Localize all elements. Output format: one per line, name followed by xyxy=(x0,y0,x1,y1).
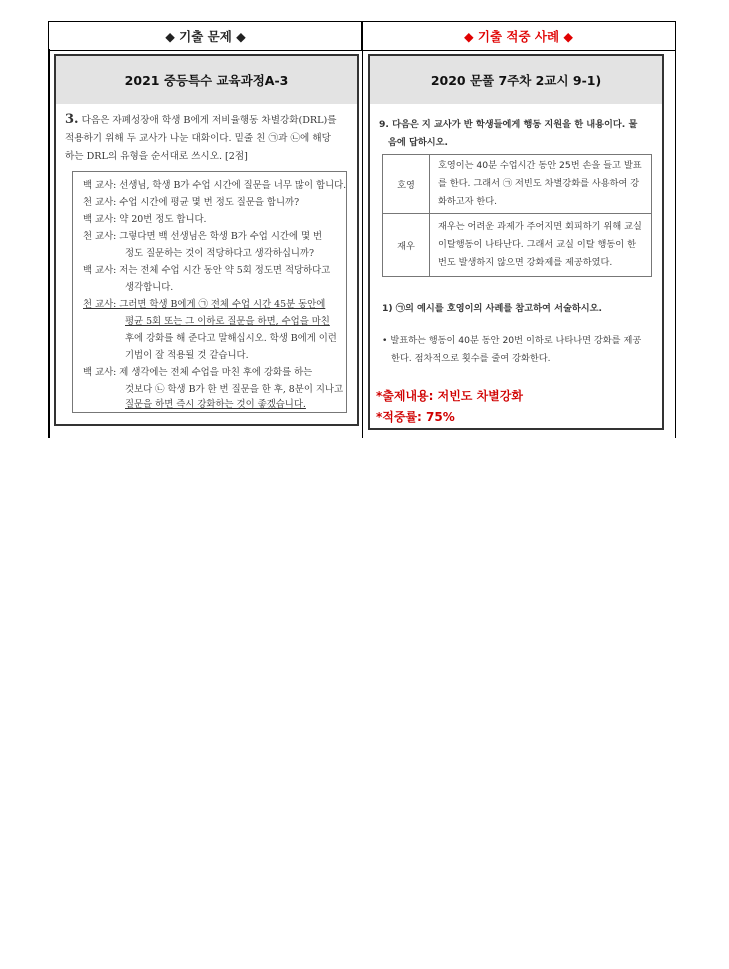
past-exam-title: 2021 중등특수 교육과정A-3 xyxy=(56,56,357,104)
dialogue-line: 평균 5회 또는 그 이하로 질문을 하면, 수업을 마친 xyxy=(125,316,330,327)
header-left: ◆ 기출 문제 ◆ xyxy=(48,21,363,51)
table-row xyxy=(383,214,652,277)
dialogue-line: 천 교사: 수업 시간에 평균 몇 번 정도 질문을 합니까? xyxy=(83,197,300,208)
question-number: 3. xyxy=(65,112,79,127)
case-line: 번도 발생하지 않으면 강화제를 제공하였다. xyxy=(438,257,613,268)
result-rate: *적중률: 75% xyxy=(376,410,455,424)
question-line: 적용하기 위해 두 교사가 나눈 대화이다. 밑줄 친 ㉠과 ㉡에 해당 xyxy=(65,133,331,144)
answer xyxy=(382,332,662,368)
subquestion: 1) ㉠의 예시를 호영이의 사례를 참고하여 서술하시오. xyxy=(382,303,602,314)
question-line: 음에 답하시오. xyxy=(388,137,448,148)
header-right: ◆ 기출 적중 사례 ◆ xyxy=(361,21,676,51)
comparison-table xyxy=(48,21,676,438)
dialogue-line: 백 교사: 제 생각에는 전체 수업을 마친 후에 강화를 하는 xyxy=(83,367,313,378)
table-row xyxy=(383,155,652,214)
case-name: 재우 xyxy=(383,214,430,277)
case-line: 화하고자 한다. xyxy=(438,196,498,207)
answer-line: • 발표하는 행동이 40분 동안 20번 이하로 나타나면 강화를 제공 xyxy=(382,335,642,346)
case-line: 를 한다. 그래서 ㉠ 저빈도 차별강화를 사용하여 강 xyxy=(438,178,640,189)
case-text xyxy=(430,155,652,214)
hit-case-panel xyxy=(368,54,664,430)
answer-line: 한다. 점차적으로 횟수를 줄여 강화한다. xyxy=(391,353,551,364)
middle-border xyxy=(362,49,364,438)
dialogue-box xyxy=(72,171,347,413)
dialogue-line: 후에 강화를 해 준다고 말해십시오. 학생 B에게 이런 xyxy=(125,333,337,344)
dialogue-line: 질문을 하면 즉시 강화하는 것이 좋겠습니다. xyxy=(125,399,306,410)
right-border xyxy=(675,49,677,438)
case-line: 호영이는 40분 수업시간 동안 25번 손을 들고 발표 xyxy=(438,160,642,171)
dialogue-line: 생각합니다. xyxy=(125,282,174,293)
question-line: 9. 다음은 지 교사가 반 학생들에게 행동 지원을 한 내용이다. 물 xyxy=(379,119,638,130)
left-border xyxy=(48,49,50,438)
hit-case-question xyxy=(379,116,661,152)
case-text xyxy=(430,214,652,277)
past-exam-panel xyxy=(54,54,359,426)
dialogue-line: 백 교사: 약 20번 정도 합니다. xyxy=(83,214,207,225)
case-name: 호영 xyxy=(383,155,430,214)
past-exam-question xyxy=(65,111,357,166)
question-line: 다음은 자폐성장애 학생 B에게 저비율행동 차별강화(DRL)를 xyxy=(81,115,337,126)
question-line: 하는 DRL의 유형을 순서대로 쓰시오. [2점] xyxy=(65,151,248,162)
case-line: 이탈행동이 나타난다. 그래서 교실 이탈 행동이 한 xyxy=(438,239,636,250)
dialogue-line: 백 교사: 선생님, 학생 B가 수업 시간에 질문을 너무 많이 합니다. xyxy=(83,180,347,191)
dialogue-line: 것보다 ㉡ 학생 B가 한 번 질문을 한 후, 8분이 지나고 xyxy=(125,384,344,395)
dialogue-line: 천 교사: 그렇다면 백 선생님은 학생 B가 수업 시간에 몇 번 xyxy=(83,231,323,242)
dialogue-line: 백 교사: 저는 전체 수업 시간 동안 약 5회 정도면 적당하다고 xyxy=(83,265,331,276)
case-line: 재우는 어려운 과제가 주어지면 회피하기 위해 교실 xyxy=(438,221,642,232)
hit-case-title: 2020 문풀 7주차 2교시 9-1) xyxy=(370,56,662,104)
dialogue-line: 정도 질문하는 것이 적당하다고 생각하십니까? xyxy=(125,248,315,259)
dialogue-line: 천 교사: 그러면 학생 B에게 ㉠ 전체 수업 시간 45분 동안에 xyxy=(83,299,326,310)
result-content: *출제내용: 저빈도 차별강화 xyxy=(376,389,523,403)
dialogue-line: 기법이 잘 적용될 것 같습니다. xyxy=(125,350,249,361)
case-table xyxy=(382,154,652,277)
